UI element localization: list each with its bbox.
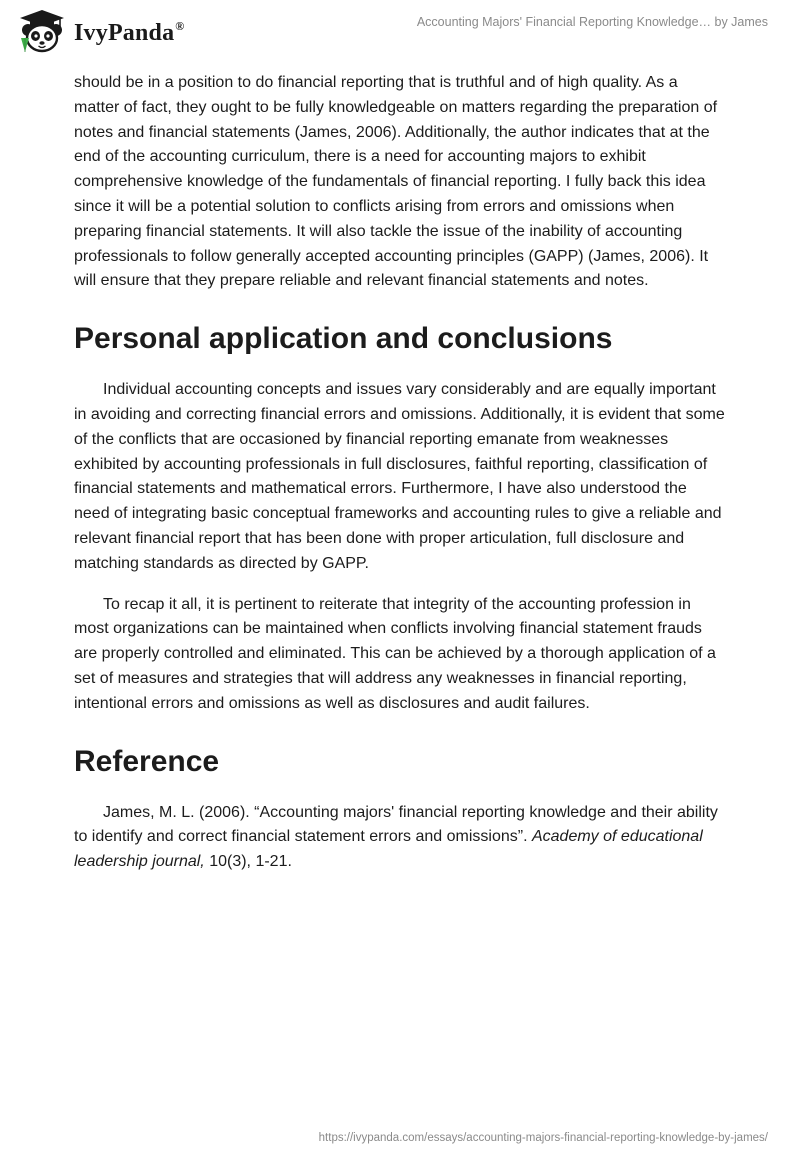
conclusion-paragraph-2: To recap it all, it is pertinent to reiterate that integrity of the accounting profession in most organizations can be maintained when conflicts involving financial statement frauds are properly controlled and eliminated. This can be achieved by a thorough application of a set of measures and strategies that will address any weaknesses in financial reporting, intentional errors and omissions as well as disclosures and audit failures. <box>74 595 716 712</box>
reference-details: 10(3), 1-21. <box>204 853 292 871</box>
section-heading-conclusions: Personal application and conclusions <box>74 322 613 356</box>
reference-journal: Academy of educational leadership journal, <box>74 828 703 871</box>
ivypanda-logo[interactable] <box>16 8 184 54</box>
section-heading-reference: Reference <box>74 744 220 778</box>
source-url[interactable]: https://ivypanda.com/essays/accounting-majors-financial-reporting-knowledge-by-james/ <box>318 1132 768 1144</box>
reference-entry <box>74 801 726 875</box>
panda-icon <box>16 8 68 54</box>
page-header <box>0 0 800 70</box>
document-title: Accounting Majors' Financial Reporting Knowledge… by James <box>416 15 768 29</box>
intro-paragraph: should be in a position to do financial reporting that is truthful and of high quality. As a matter of fact, they ought to be fully knowledgeable on matters regarding the preparation of notes and financial statements (James, 2006). Additionally, the author indicates that at the end of the accounting curriculum, there is a need for accounting majors to exhibit comprehensive knowledge of the fundamentals of financial reporting. I fully back this idea since it will be a potential solution to conflicts arising from errors and omissions when preparing financial statements. It will also tackle the issue of the inability of accounting professionals to follow generally accepted accounting principles (GAPP) (James, 2006). It will ensure that they prepare reliable and relevant financial statements and notes. <box>74 74 718 290</box>
registered-mark: ® <box>175 19 185 33</box>
reference-text: James, M. L. (2006). “Accounting majors' financial reporting knowledge and their ability to identify and correct financial statement errors and omissions”. <box>74 803 718 846</box>
essay-body <box>74 71 726 875</box>
brand-name: IvyPanda® <box>74 19 185 46</box>
conclusion-paragraph-1: Individual accounting concepts and issues vary considerably and are equally important in avoiding and correcting financial errors and omissions. Additionally, it is evident that some of the conflicts that are occasioned by financial reporting emanate from weaknesses exhibited by accounting professionals in full disclosures, faithful reporting, classification of financial statements and mathematical errors. Furthermore, I have also understood the need of integrating basic conceptual frameworks and accounting rules to give a reliable and relevant financial report that has been done with proper articulation, full disclosure and matching standards as directed by GAPP. <box>74 381 725 572</box>
